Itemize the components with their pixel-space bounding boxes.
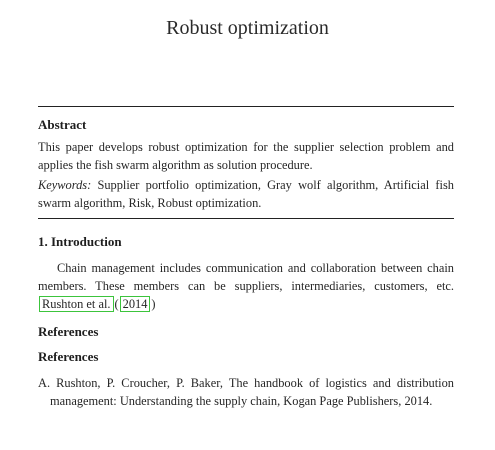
references-heading-second: References (38, 349, 99, 364)
keywords-text: Supplier portfolio optimization, Gray wolf algorithm, Artificial fish swarm algorithm, Risk, Robust optimization. (38, 178, 454, 210)
references-heading-first: References (38, 324, 99, 339)
introduction-heading: 1. Introduction (38, 234, 122, 249)
citation-close-paren: ) (151, 297, 156, 311)
keywords (38, 176, 454, 212)
citation-year-link[interactable]: 2014 (120, 296, 151, 312)
citation-authors-link[interactable]: Rushton et al. (39, 296, 114, 312)
paper-title: Robust optimization (166, 17, 329, 39)
reference-item: A. Rushton, P. Croucher, P. Baker, The handbook of logistics and distribution management: Understanding the supply chain, Kogan Page Publishers, 2014. (38, 376, 454, 408)
abstract-heading: Abstract (38, 117, 87, 132)
keywords-label: Keywords: (38, 178, 92, 192)
abstract-text: This paper develops robust optimization for the supplier selection problem and applies the fish swarm algorithm as solution procedure. (38, 140, 454, 172)
abstract-bottom-rule (38, 218, 454, 219)
abstract-top-rule (38, 106, 454, 107)
introduction-body: Chain management includes communication and collaboration between chain members. These members can be suppliers, intermediaries, customers, etc. (38, 261, 454, 293)
introduction-text (38, 259, 454, 313)
citation-open-paren: ( (114, 297, 119, 311)
